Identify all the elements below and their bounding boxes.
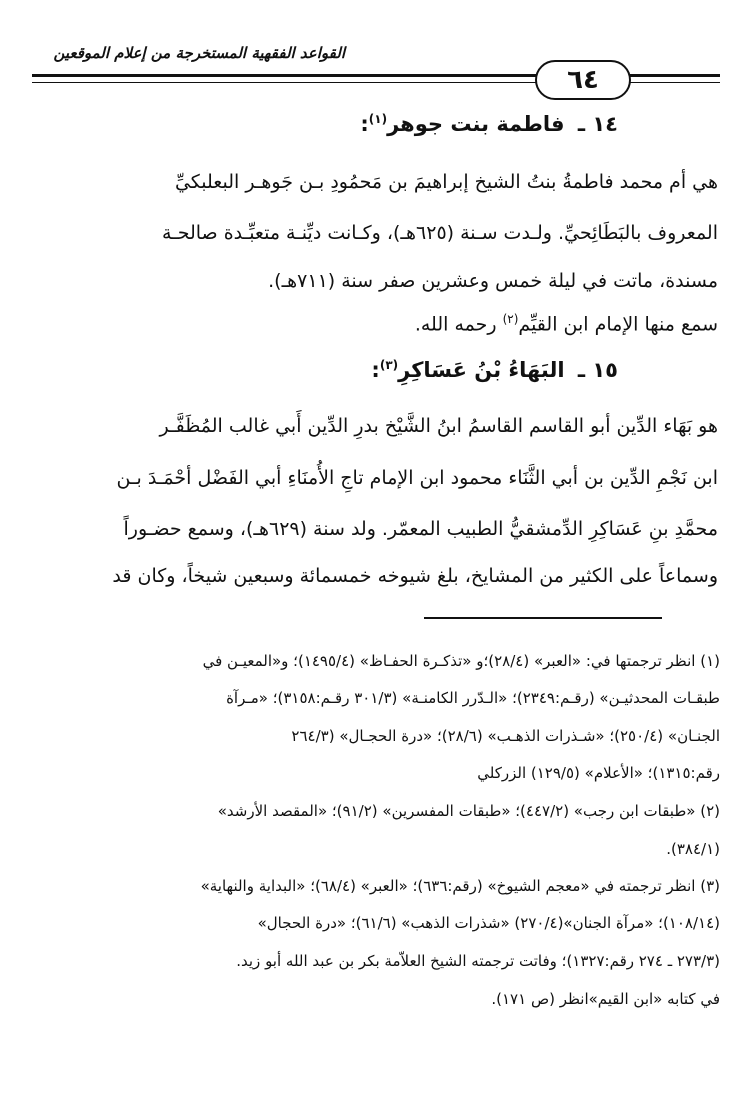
footnote-3-line-4: في كتابه «ابن القيم»انظر (ص ١٧١). (491, 990, 720, 1008)
footnote-2-line-2: (٣٨٤/١). (666, 840, 720, 858)
footnote-3-line-1: (٣) انظر ترجمته في «معجم الشيوخ» (رقم:٦٣٦)؛ «العبر» (٦٨/٤)؛ «البداية والنهاية» (200, 877, 720, 895)
section-15-footnote-ref: (٣) (379, 358, 399, 372)
footnote-1-line-2: طبقـات المحدثيـن» (رقـم:٢٣٤٩)؛ «الـدّرر الكامنـة» (٣٠١/٣ رقـم:٣١٥٨)؛ «مـرآة (226, 689, 720, 707)
section-15-line-4: وسماعاً على الكثير من المشايخ، بلغ شيوخه خمسمائة وسبعين شيخاً، وكان قد (112, 565, 718, 587)
footnote-3-line-3: (٢٧٣/٣ ـ ٢٧٤ رقم:١٣٢٧)؛ وفاتت ترجمته الشيخ العلاّمة بكر بن عبد الله أبو زيد. (236, 952, 720, 970)
section-14-line-4-end: رحمه الله. (414, 313, 497, 336)
footnote-1-line-3: الجنـان» (٢٥٠/٤)؛ «شـذرات الذهـب» (٢٨/٦)؛ «درة الحجـال» (٢٦٤/٣ (291, 727, 720, 745)
footnote-separator (424, 617, 662, 619)
section-15-line-1: هو بَهَاء الدِّين أبو القاسم القاسمُ ابنُ الشَّيْخ بدرِ الدِّين أَبي غالب المُظَفَّـر (159, 415, 718, 437)
footnote-2-line-1: (٢) «طبقات ابن رجب» (٤٤٧/٢)؛ «طبقات المفسرين» (٩١/٢)؛ «المقصد الأرشد» (217, 802, 720, 820)
section-15-number: ١٥ ـ (577, 358, 618, 382)
section-15-line-2: ابن نَجْمِ الدِّين بن أبي الثَّنَاء محمود ابن الإمام تاجِ الأُمنَاءِ أبي الفَضْل أحْمَـدَ بـن (116, 467, 718, 489)
footnote-1-line-4: رقم:١٣١٥)؛ «الأعلام» (١٢٩/٥) الزركلي (477, 764, 720, 782)
section-14-line-1: هي أم محمد فاطمةُ بنتُ الشيخ إبراهيمَ بن مَحمُودِ بـن جَوهـر البعلبكيِّ (174, 171, 718, 193)
section-15-line-3: محمَّدِ بنِ عَسَاكِرِ الدِّمشقيُّ الطبيب المعمّر. ولد سنة (٦٢٩هـ)، وسمع حضـوراً (123, 518, 718, 540)
running-header-title: القواعد الفقهية المستخرجة من إعلام الموقعين (53, 44, 345, 62)
section-15-colon: : (371, 358, 380, 382)
section-14-heading (18, 112, 618, 136)
section-14-name: فاطمة بنت جوهر (387, 112, 565, 136)
section-14-line-4-start: سمع منها الإمام ابن القيِّم (518, 313, 718, 336)
section-15-heading (18, 358, 618, 382)
section-14-number: ١٤ ـ (577, 112, 618, 136)
section-15-name: البَهَاءُ بْنُ عَسَاكِرِ (398, 358, 565, 382)
section-14-line-4-footnote-ref: (٢) (502, 312, 519, 326)
page-number-badge: ٦٤ (535, 60, 631, 100)
section-14-line-4 (68, 312, 718, 335)
footnote-1-line-1: (١) انظر ترجمتها في: «العبر» (٢٨/٤)؛و «تذكـرة الحفـاظ» (١٤٩٥/٤)؛ و«المعيـن في (202, 652, 720, 670)
section-14-line-3: مسندة، ماتت في ليلة خمس وعشرين صفر سنة (٧١١هـ). (268, 270, 718, 292)
section-14-colon: : (360, 112, 369, 136)
footnote-3-line-2: (١٠٨/١٤)؛ «مرآة الجنان»(٢٧٠/٤) «شذرات الذهب» (٦١/٦)؛ «درة الحجال» (257, 914, 720, 932)
section-14-line-2: المعروف بالبَطَائِحيِّ. ولـدت سـنة (٦٢٥هـ)، وكـانت ديِّنـة متعبِّـدة صالحـة (161, 222, 718, 244)
section-14-footnote-ref: (١) (368, 112, 388, 126)
